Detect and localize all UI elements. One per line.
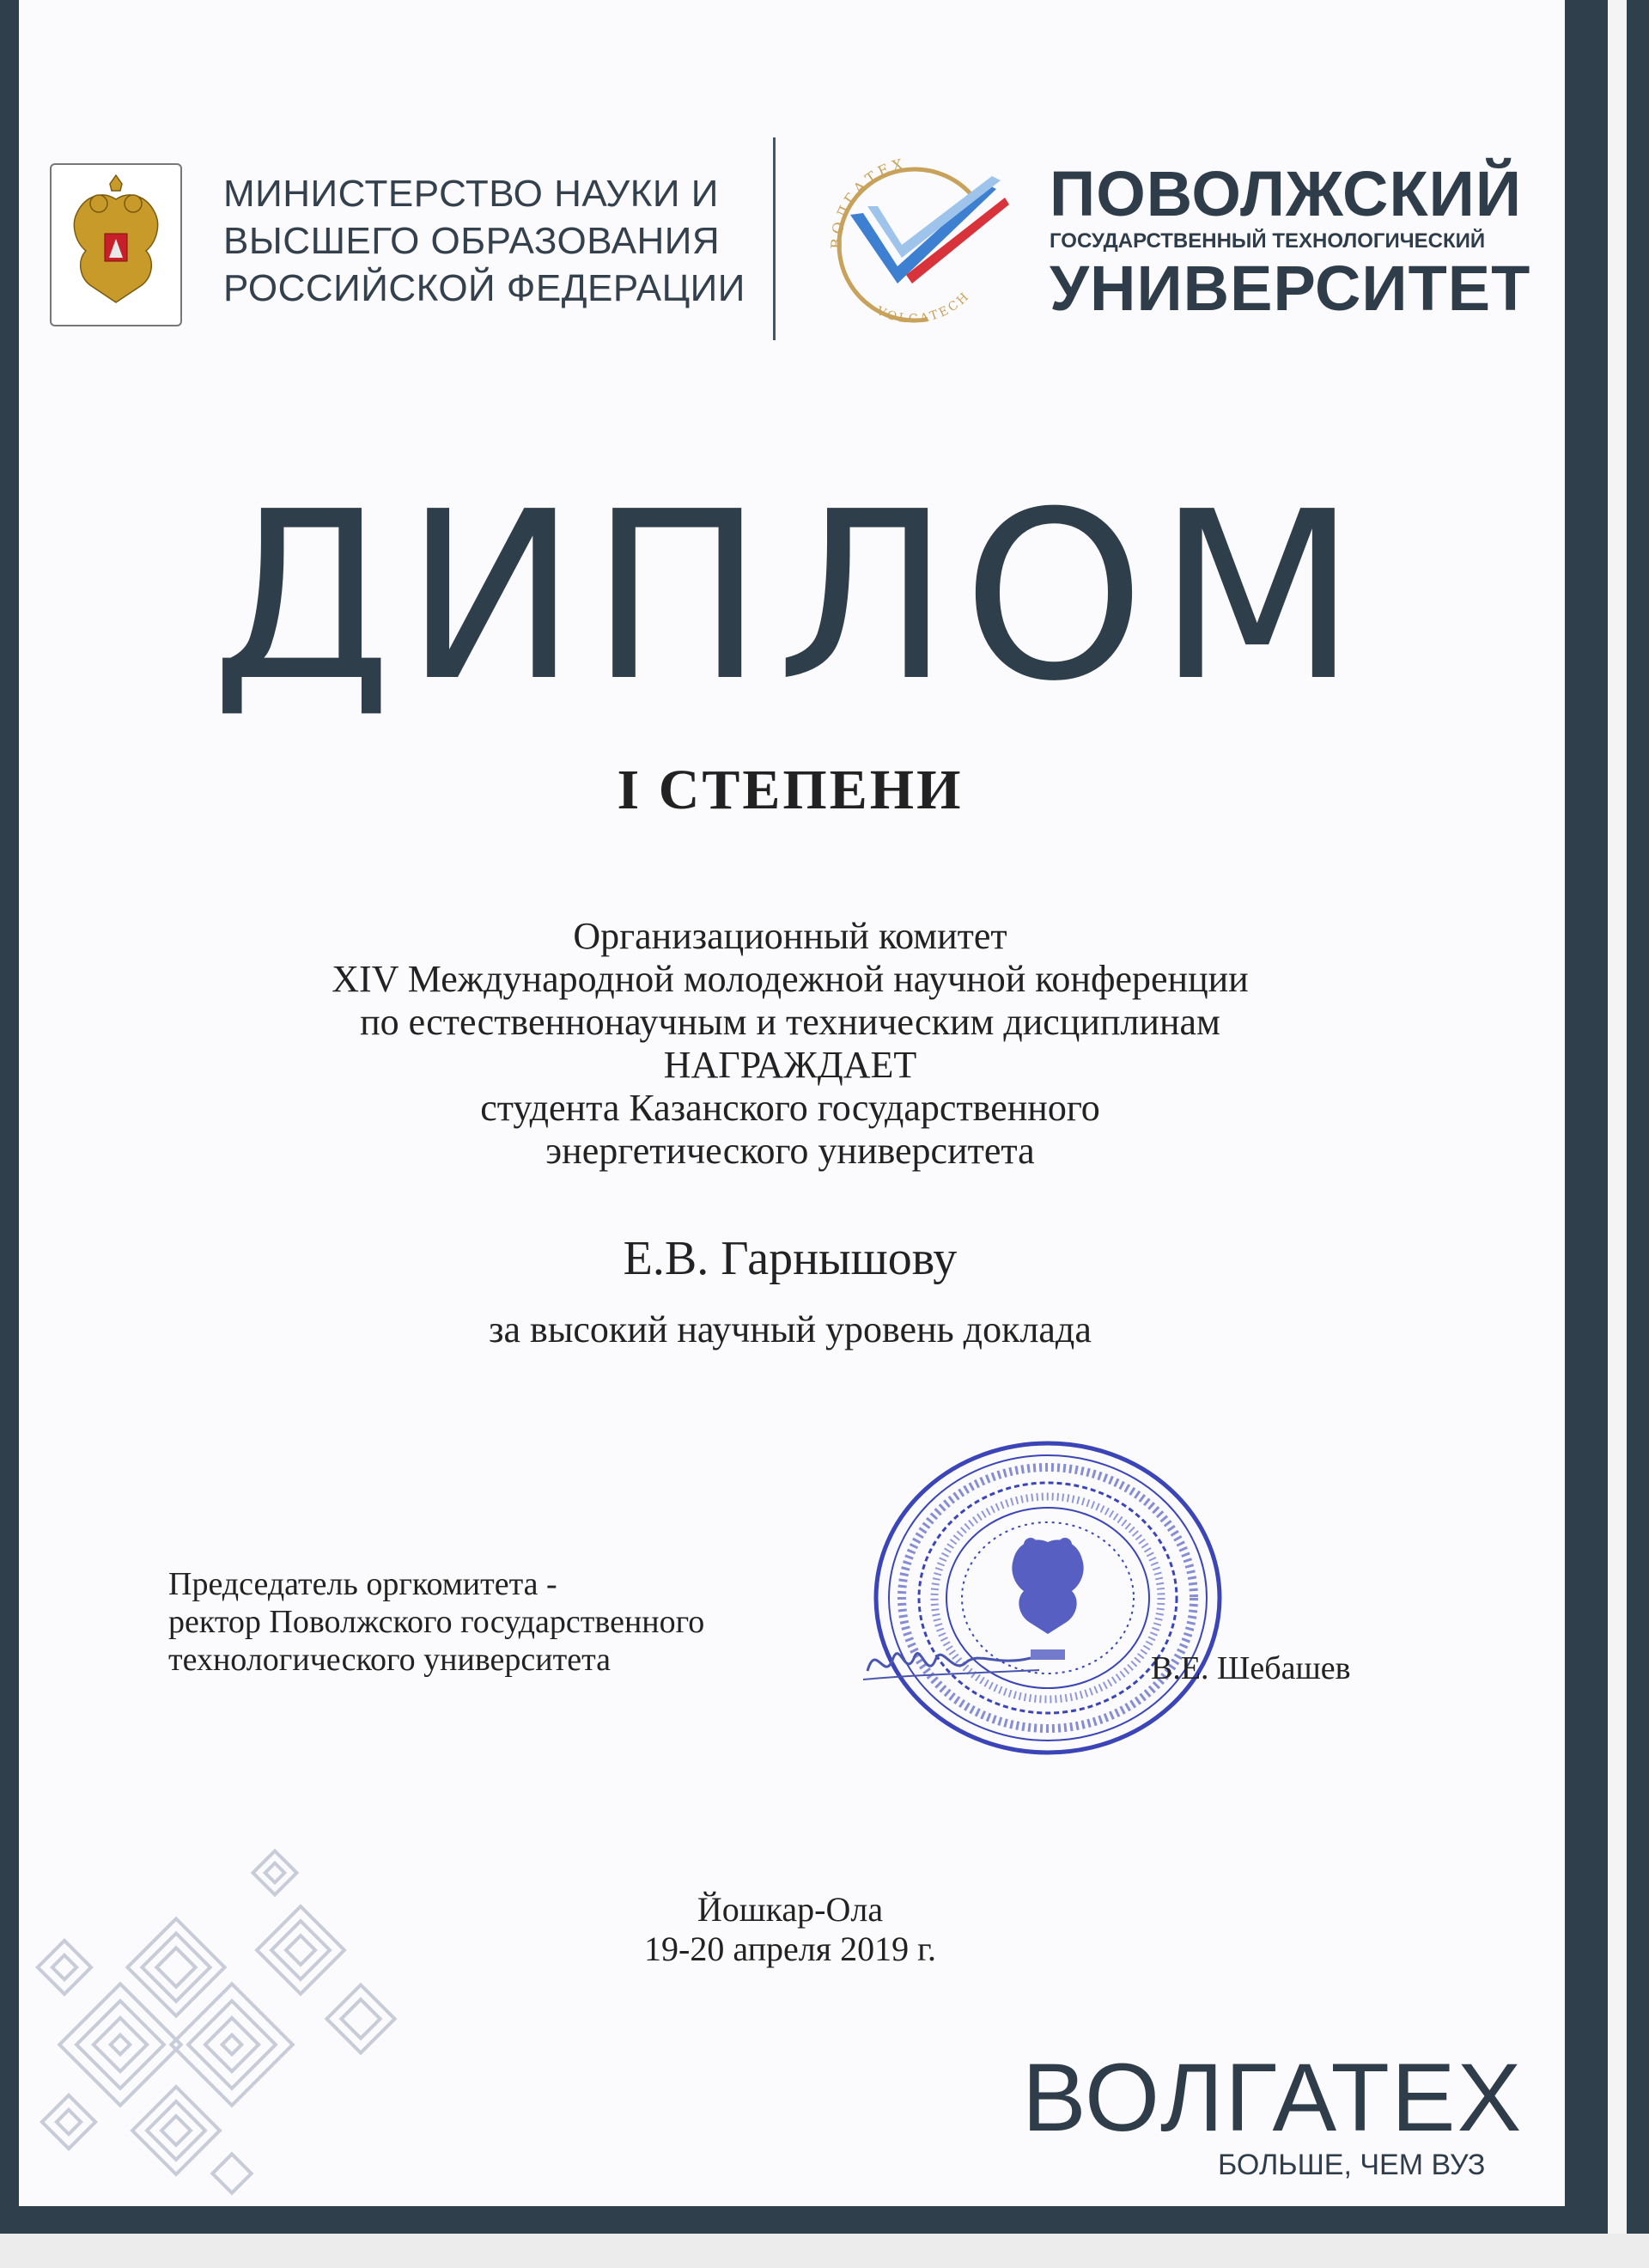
header-divider bbox=[773, 137, 776, 340]
volgatech-brand: ВОЛГАТЕХ bbox=[1022, 2044, 1524, 2151]
university-name-line-3: УНИВЕРСИТЕТ bbox=[1050, 253, 1531, 324]
handwritten-signature bbox=[859, 1632, 1048, 1692]
event-date: 19-20 апреля 2019 г. bbox=[644, 1930, 936, 1968]
diploma-title bbox=[0, 461, 1580, 732]
award-line-1: Организационный комитет bbox=[573, 915, 1007, 957]
ministry-line-1: МИНИСТЕРСТВО НАУКИ И bbox=[223, 173, 719, 215]
official-stamp bbox=[867, 1435, 1228, 1761]
scan-bottom-edge bbox=[0, 2234, 1649, 2268]
signer-line-1: Председатель оргкомитета - bbox=[168, 1566, 557, 1602]
logo-text-bottom: VOLGATECH bbox=[874, 289, 974, 326]
award-line-6: энергетического университета bbox=[545, 1130, 1035, 1172]
ministry-line-3: РОССИЙСКОЙ ФЕДЕРАЦИИ bbox=[223, 267, 745, 309]
award-line-2: XIV Международной молодежной научной конференции bbox=[332, 958, 1249, 1000]
volgatech-logo bbox=[816, 146, 1022, 335]
ministry-line-2: ВЫСШЕГО ОБРАЗОВАНИЯ bbox=[223, 220, 721, 262]
university-name-line-2: ГОСУДАРСТВЕННЫЙ ТЕХНОЛОГИЧЕСКИЙ bbox=[1050, 229, 1486, 253]
university-name-line-1: ПОВОЛЖСКИЙ bbox=[1050, 158, 1523, 229]
city-name: Йошкар-Ола bbox=[697, 1890, 884, 1929]
signer-line-2: ректор Поволжского государственного bbox=[168, 1604, 705, 1640]
award-line-3: по естественнонаучным и техническим дисциплинам bbox=[360, 1001, 1220, 1043]
signer-line-3: технологического университета bbox=[168, 1642, 612, 1678]
award-line-5: студента Казанского государственного bbox=[480, 1087, 1100, 1129]
scan-edge bbox=[1608, 0, 1627, 2268]
svg-text:VOLGATECH bbox=[873, 289, 973, 326]
recipient-name: Е.В. Гарнышову bbox=[623, 1232, 958, 1285]
signer-title bbox=[168, 1565, 855, 1679]
decorative-ornament bbox=[17, 1847, 429, 2208]
award-text bbox=[0, 915, 1580, 1173]
volgatech-tagline: БОЛЬШЕ, ЧЕМ ВУЗ bbox=[1218, 2149, 1486, 2181]
award-line-4: НАГРАЖДАЕТ bbox=[663, 1044, 917, 1086]
logo-text-top: ВОЛГАТЕХ bbox=[828, 155, 909, 250]
diploma-title-text: ДИПЛОМ bbox=[210, 461, 1370, 732]
ministry-name bbox=[223, 170, 790, 312]
award-reason: за высокий научный уровень доклада bbox=[489, 1308, 1092, 1350]
signer-name: В.Е. Шебашев bbox=[1151, 1650, 1351, 1686]
russia-emblem bbox=[50, 163, 182, 326]
diploma-degree: I СТЕПЕНИ bbox=[617, 759, 964, 821]
